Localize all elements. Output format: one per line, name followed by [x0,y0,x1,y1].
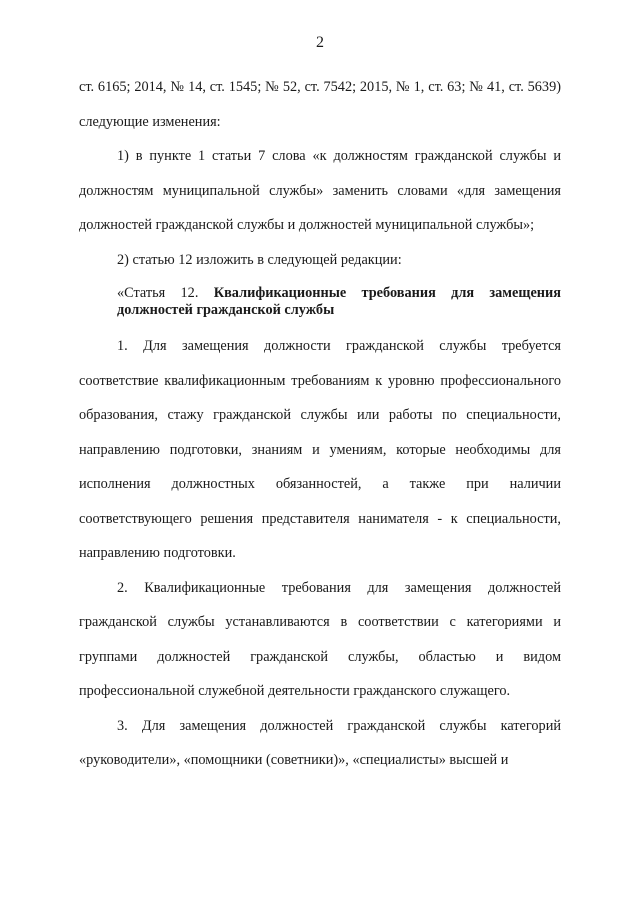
article-clause-3: 3. Для замещения должностей гражданской службы категорий «руководители», «помощники (советники)», «специалисты» высшей и [79,717,561,768]
paragraph-continuation: ст. 6165; 2014, № 14, ст. 1545; № 52, ст. 7542; 2015, № 1, ст. 63; № 41, ст. 5639) следующие изменения: [79,79,561,130]
document-body [79,70,561,778]
article-title: Квалификационные требования для замещения должностей гражданской службы [117,285,562,318]
paragraph-item-2: 2) статью 12 изложить в следующей редакции: [117,251,402,268]
article-clause-1: 1. Для замещения должности гражданской службы требуется соответствие квалификационным требованиям к уровню профессионального образования, стажу гражданской службы или работы по специальности, направлению подготовки, знаниям и умениям, которые необходимы для исполнения должностных обязанностей, а также при наличии соответствующего решения представителя нанимателя - к специальности, направлению подготовки. [79,338,561,561]
page-number: 2 [316,34,324,51]
article-heading [79,285,561,319]
article-clause-2: 2. Квалификационные требования для замещения должностей гражданской службы устанавливаются в соответствии с категориями и группами должностей гражданской службы, областью и видом профессиональной служебной деятельности гражданского служащего. [79,579,561,699]
paragraph-item-1: 1) в пункте 1 статьи 7 слова «к должностям гражданской службы и должностям муниципальной службы» заменить словами «для замещения должностей гражданской службы и должностей муниципальной службы»; [79,148,561,233]
article-label: «Статья 12. [117,285,199,301]
